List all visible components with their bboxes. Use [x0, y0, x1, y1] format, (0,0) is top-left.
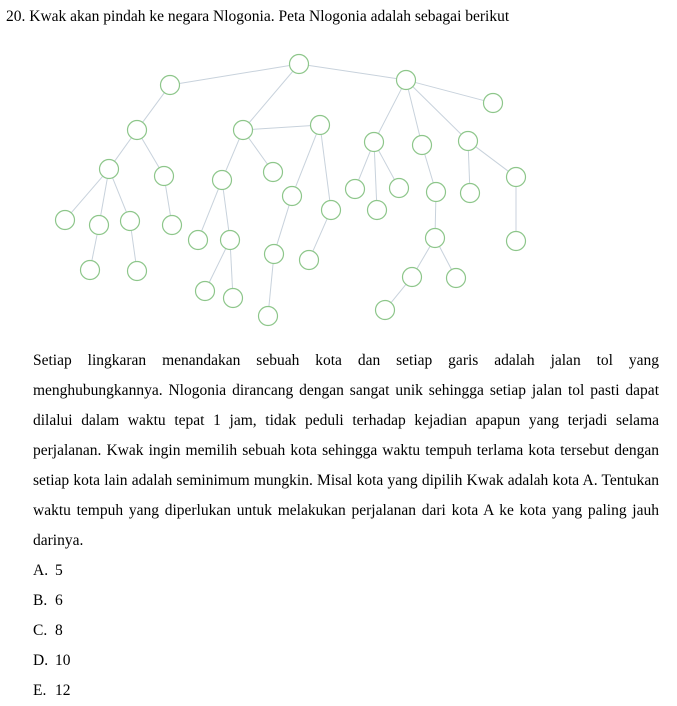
city-node [346, 180, 365, 199]
toll-road-edge [313, 219, 327, 252]
city-node [234, 121, 253, 140]
toll-road-edge [435, 201, 436, 228]
city-node [413, 136, 432, 155]
city-node [426, 229, 445, 248]
city-node [403, 268, 422, 287]
toll-road-edge [230, 249, 232, 288]
city-node [90, 216, 109, 235]
toll-road-edge [143, 93, 165, 123]
option-letter: C. [33, 622, 48, 639]
toll-road-edge [295, 134, 316, 187]
city-node [461, 184, 480, 203]
toll-road-edge [408, 89, 419, 136]
toll-road-edge [252, 126, 310, 130]
option-value: 10 [55, 652, 71, 669]
toll-road-edge [415, 82, 484, 100]
toll-road-edge [202, 189, 219, 231]
toll-road-edge [166, 185, 171, 215]
toll-road-edge [277, 205, 289, 245]
toll-road-edge [209, 249, 226, 283]
toll-road-edge [249, 138, 268, 165]
city-node [213, 171, 232, 190]
city-node [81, 261, 100, 280]
toll-road-edge [101, 178, 108, 215]
city-node [224, 289, 243, 308]
city-node [265, 245, 284, 264]
option-letter: E. [33, 682, 47, 699]
toll-road-edge [391, 284, 406, 302]
city-node [264, 163, 283, 182]
toll-road-edge [92, 234, 97, 260]
city-node [365, 133, 384, 152]
city-node [128, 262, 147, 281]
city-node [155, 167, 174, 186]
city-node [311, 116, 330, 135]
city-node [427, 183, 446, 202]
toll-road-edge [476, 147, 509, 172]
toll-road-edge [223, 189, 228, 230]
city-node [447, 269, 466, 288]
city-node [221, 231, 240, 250]
city-node [283, 187, 302, 206]
option-b[interactable] [33, 586, 71, 616]
toll-road-edge [413, 87, 461, 135]
city-node [368, 201, 387, 220]
toll-road-edge [115, 138, 132, 162]
city-node [196, 282, 215, 301]
option-c[interactable] [33, 616, 71, 646]
city-node [507, 232, 526, 251]
nlogonia-map-figure [0, 48, 677, 338]
option-d[interactable] [33, 646, 71, 676]
city-node [376, 301, 395, 320]
toll-road-edge [359, 151, 371, 180]
toll-road-edge [142, 138, 159, 168]
option-value: 12 [55, 682, 71, 699]
answer-options [33, 556, 71, 706]
city-node [300, 251, 319, 270]
city-node [163, 216, 182, 235]
city-node [390, 179, 409, 198]
toll-road-edge [425, 154, 434, 183]
city-node [290, 55, 309, 74]
city-node [189, 231, 208, 250]
option-value: 5 [55, 562, 63, 579]
city-node [459, 132, 478, 151]
toll-road-edge [379, 150, 395, 179]
nlogonia-map [0, 48, 677, 338]
toll-road-edge [308, 65, 396, 78]
option-letter: B. [33, 592, 48, 609]
city-node [259, 307, 278, 326]
toll-road-edge [113, 178, 127, 212]
city-node [128, 121, 147, 140]
toll-road-edge [269, 263, 273, 306]
option-value: 8 [55, 622, 63, 639]
toll-road-edge [374, 151, 376, 200]
city-node [397, 71, 416, 90]
question-number: 20. [6, 8, 26, 25]
city-node [100, 160, 119, 179]
option-a[interactable] [33, 556, 71, 586]
question-header [6, 6, 671, 28]
question-intro: Kwak akan pindah ke negara Nlogonia. Peta Nlogonia adalah sebagai berikut [29, 8, 510, 25]
option-letter: A. [33, 562, 49, 579]
toll-road-edge [179, 66, 289, 84]
city-node [121, 212, 140, 231]
option-e[interactable] [33, 676, 71, 706]
toll-road-edge [131, 230, 135, 261]
toll-road-edge [321, 134, 330, 200]
option-letter: D. [33, 652, 49, 669]
toll-road-edge [439, 246, 451, 269]
city-node [507, 168, 526, 187]
city-node [484, 94, 503, 113]
option-value: 6 [55, 592, 63, 609]
toll-road-edge [249, 71, 293, 123]
problem-description: Setiap lingkaran menandakan sebuah kota dan setiap garis adalah jalan tol yang menghubungkannya. Nlogonia dirancang dengan sangat unik sehingga setiap jalan tol pasti dapat dilalui dalam waktu tepat 1 jam, tidak peduli terhadap kejadian apapun yang terjadi selama perjalanan. Kwak ingin memilih sebuah kota sehingga waktu tempuh terlama kota tersebut dengan setiap kota lain adalah seminimum mungkin. Misal kota yang dipilih Kwak adalah kota A. Tentukan waktu tempuh yang diperlukan untuk melakukan perjalanan dari kota A ke kota yang paling jauh darinya. [33, 352, 659, 549]
toll-road-edge [226, 139, 240, 171]
toll-road-edge [468, 150, 469, 183]
toll-road-edge [378, 88, 401, 133]
toll-road-edge [71, 176, 103, 213]
city-node [161, 76, 180, 95]
city-node [322, 201, 341, 220]
toll-road-edge [417, 246, 430, 269]
city-node [56, 211, 75, 230]
